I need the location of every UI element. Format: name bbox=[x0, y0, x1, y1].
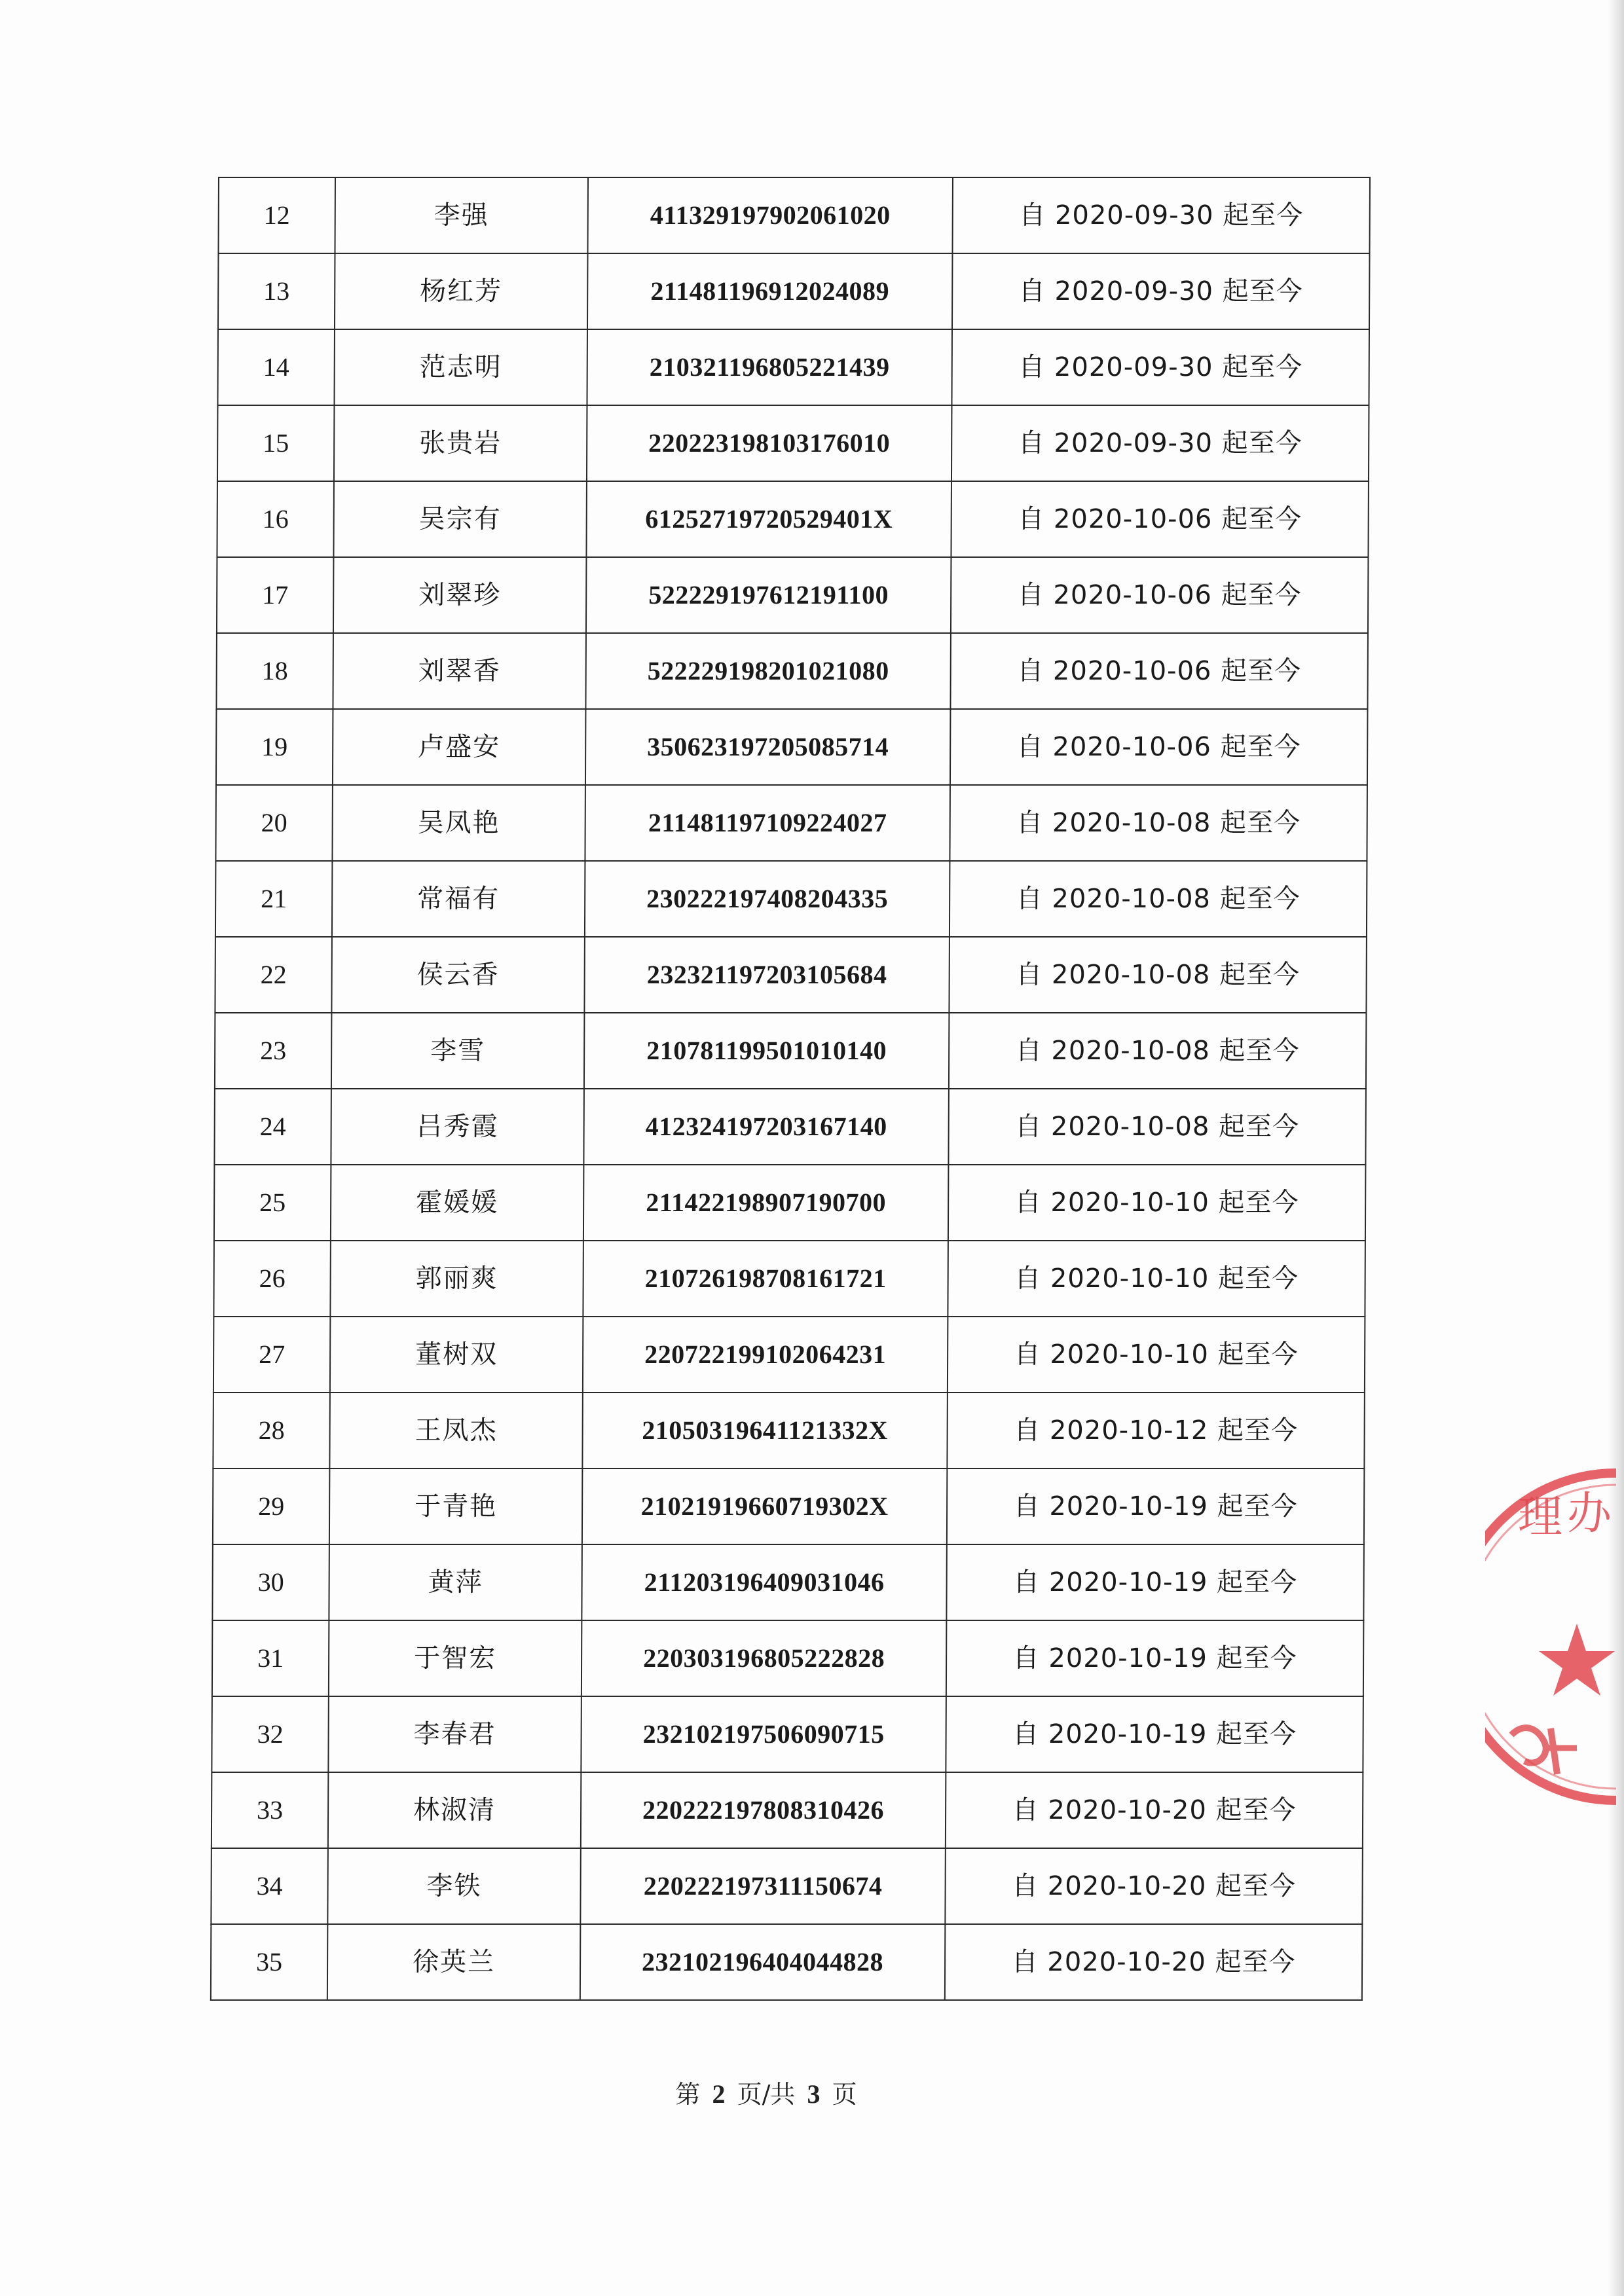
table-row bbox=[215, 1013, 1367, 1089]
id-number: 232102197506090715 bbox=[581, 1696, 946, 1772]
validity-period: 自 2020-10-08 起至今 bbox=[949, 1013, 1367, 1089]
seal-char-2: 办 bbox=[1567, 1488, 1612, 1540]
row-number: 22 bbox=[215, 937, 332, 1013]
row-number: 35 bbox=[211, 1924, 328, 2000]
person-name: 董树双 bbox=[330, 1317, 583, 1393]
table-row bbox=[216, 633, 1368, 709]
footer-middle: 页/共 bbox=[737, 2080, 796, 2109]
seal-graphic bbox=[1485, 1453, 1616, 1820]
id-number: 232102196404044828 bbox=[580, 1924, 946, 2000]
person-name: 李强 bbox=[335, 177, 588, 253]
person-name: 李铁 bbox=[327, 1848, 581, 1924]
row-number: 32 bbox=[212, 1696, 329, 1772]
table-row bbox=[213, 1241, 1365, 1317]
person-name: 徐英兰 bbox=[327, 1924, 581, 2000]
validity-period: 自 2020-10-10 起至今 bbox=[948, 1165, 1366, 1241]
table-row bbox=[216, 709, 1368, 785]
row-number: 18 bbox=[216, 633, 333, 709]
table-row bbox=[218, 253, 1370, 329]
id-number: 522229198201021080 bbox=[585, 633, 951, 709]
validity-period: 自 2020-09-30 起至今 bbox=[952, 253, 1370, 329]
id-number: 220303196805222828 bbox=[581, 1620, 947, 1696]
id-number: 522229197612191100 bbox=[586, 557, 951, 633]
person-name: 张贵岩 bbox=[334, 405, 587, 481]
row-number: 28 bbox=[213, 1393, 330, 1468]
id-number: 210726198708161721 bbox=[583, 1241, 948, 1317]
validity-period: 自 2020-10-10 起至今 bbox=[948, 1241, 1365, 1317]
row-number: 13 bbox=[218, 253, 335, 329]
validity-period: 自 2020-10-20 起至今 bbox=[946, 1772, 1363, 1848]
person-name: 范志明 bbox=[334, 329, 587, 405]
record-table bbox=[210, 177, 1371, 2001]
footer-prefix: 第 bbox=[675, 2080, 701, 2109]
table-row bbox=[217, 557, 1369, 633]
table-row bbox=[212, 1544, 1364, 1620]
validity-period: 自 2020-10-20 起至今 bbox=[945, 1848, 1363, 1924]
seal-char-1: 理 bbox=[1518, 1491, 1563, 1543]
person-name: 吴凤艳 bbox=[332, 785, 585, 861]
row-number: 31 bbox=[212, 1620, 329, 1696]
validity-period: 自 2020-10-06 起至今 bbox=[950, 633, 1368, 709]
row-number: 34 bbox=[211, 1848, 328, 1924]
person-name: 刘翠珍 bbox=[333, 557, 587, 633]
table-row bbox=[214, 1165, 1366, 1241]
row-number: 24 bbox=[214, 1089, 331, 1165]
row-number: 20 bbox=[215, 785, 333, 861]
id-number: 412324197203167140 bbox=[583, 1089, 949, 1165]
table-row bbox=[211, 1924, 1363, 2000]
id-number: 210781199501010140 bbox=[584, 1013, 950, 1089]
id-number: 220223198103176010 bbox=[587, 405, 952, 481]
id-number: 21050319641121332X bbox=[582, 1393, 948, 1468]
person-name: 郭丽爽 bbox=[330, 1241, 583, 1317]
row-number: 26 bbox=[213, 1241, 331, 1317]
validity-period: 自 2020-10-12 起至今 bbox=[947, 1393, 1365, 1468]
page-footer bbox=[0, 2074, 1532, 2110]
row-number: 19 bbox=[216, 709, 333, 785]
validity-period: 自 2020-10-08 起至今 bbox=[949, 937, 1367, 1013]
table-row bbox=[215, 785, 1367, 861]
validity-period: 自 2020-10-10 起至今 bbox=[948, 1317, 1365, 1393]
id-number: 232321197203105684 bbox=[584, 937, 950, 1013]
validity-period: 自 2020-10-08 起至今 bbox=[948, 1089, 1366, 1165]
id-number: 220222197808310426 bbox=[581, 1772, 946, 1848]
row-number: 16 bbox=[217, 481, 334, 557]
table-row bbox=[218, 177, 1370, 253]
row-number: 25 bbox=[214, 1165, 331, 1241]
person-name: 吴宗有 bbox=[333, 481, 587, 557]
person-name: 卢盛安 bbox=[333, 709, 586, 785]
id-number: 21021919660719302X bbox=[582, 1468, 948, 1544]
footer-page-current: 2 bbox=[712, 2079, 726, 2109]
table-row bbox=[215, 937, 1367, 1013]
table-row bbox=[217, 405, 1369, 481]
person-name: 刘翠香 bbox=[333, 633, 586, 709]
row-number: 29 bbox=[213, 1468, 330, 1544]
person-name: 霍媛媛 bbox=[331, 1165, 584, 1241]
validity-period: 自 2020-10-19 起至今 bbox=[946, 1620, 1364, 1696]
table-row bbox=[215, 861, 1367, 937]
id-number: 211422198907190700 bbox=[583, 1165, 949, 1241]
row-number: 17 bbox=[217, 557, 334, 633]
validity-period: 自 2020-10-08 起至今 bbox=[950, 861, 1367, 937]
validity-period: 自 2020-10-06 起至今 bbox=[951, 557, 1369, 633]
table-row bbox=[213, 1393, 1365, 1468]
person-name: 吕秀霞 bbox=[331, 1089, 584, 1165]
footer-page-total: 3 bbox=[807, 2079, 821, 2109]
row-number: 23 bbox=[215, 1013, 332, 1089]
official-seal-partial bbox=[1485, 1453, 1616, 1820]
validity-period: 自 2020-10-19 起至今 bbox=[946, 1544, 1364, 1620]
validity-period: 自 2020-09-30 起至今 bbox=[952, 177, 1370, 253]
row-number: 14 bbox=[217, 329, 335, 405]
id-number: 211203196409031046 bbox=[581, 1544, 947, 1620]
person-name: 黄萍 bbox=[329, 1544, 582, 1620]
star-icon bbox=[1539, 1624, 1615, 1696]
validity-period: 自 2020-09-30 起至今 bbox=[951, 329, 1369, 405]
person-name: 侯云香 bbox=[331, 937, 585, 1013]
page-edge-shadow bbox=[1607, 0, 1624, 2296]
record-table-body bbox=[211, 177, 1370, 2000]
table-row bbox=[214, 1089, 1366, 1165]
id-number: 220222197311150674 bbox=[580, 1848, 946, 1924]
row-number: 12 bbox=[218, 177, 335, 253]
id-number: 211481197109224027 bbox=[585, 785, 950, 861]
validity-period: 自 2020-10-06 起至今 bbox=[951, 481, 1369, 557]
id-number: 350623197205085714 bbox=[585, 709, 951, 785]
validity-period: 自 2020-10-19 起至今 bbox=[947, 1468, 1365, 1544]
table-row bbox=[213, 1317, 1365, 1393]
validity-period: 自 2020-10-20 起至今 bbox=[945, 1924, 1363, 2000]
row-number: 15 bbox=[217, 405, 335, 481]
validity-period: 自 2020-10-06 起至今 bbox=[950, 709, 1368, 785]
person-name: 李雪 bbox=[331, 1013, 585, 1089]
person-name: 李春君 bbox=[328, 1696, 581, 1772]
person-name: 杨红芳 bbox=[335, 253, 588, 329]
person-name: 常福有 bbox=[332, 861, 585, 937]
person-name: 王凤杰 bbox=[329, 1393, 583, 1468]
person-name: 于智宏 bbox=[329, 1620, 582, 1696]
id-number: 61252719720529401X bbox=[586, 481, 951, 557]
id-number: 220722199102064231 bbox=[583, 1317, 948, 1393]
table-row bbox=[213, 1468, 1365, 1544]
validity-period: 自 2020-10-08 起至今 bbox=[950, 785, 1367, 861]
row-number: 21 bbox=[215, 861, 333, 937]
footer-suffix: 页 bbox=[832, 2080, 857, 2109]
validity-period: 自 2020-09-30 起至今 bbox=[951, 405, 1369, 481]
row-number: 27 bbox=[213, 1317, 331, 1393]
table-row bbox=[212, 1772, 1363, 1848]
id-number: 211481196912024089 bbox=[587, 253, 953, 329]
person-name: 林淑清 bbox=[328, 1772, 581, 1848]
table-row bbox=[212, 1620, 1364, 1696]
person-name: 于青艳 bbox=[329, 1468, 583, 1544]
table-row bbox=[212, 1696, 1363, 1772]
table-row bbox=[217, 481, 1369, 557]
table-row bbox=[217, 329, 1369, 405]
row-number: 33 bbox=[212, 1772, 329, 1848]
row-number: 30 bbox=[212, 1544, 329, 1620]
id-number: 411329197902061020 bbox=[587, 177, 953, 253]
validity-period: 自 2020-10-19 起至今 bbox=[946, 1696, 1363, 1772]
table-row bbox=[211, 1848, 1363, 1924]
id-number: 230222197408204335 bbox=[585, 861, 950, 937]
id-number: 210321196805221439 bbox=[587, 329, 952, 405]
